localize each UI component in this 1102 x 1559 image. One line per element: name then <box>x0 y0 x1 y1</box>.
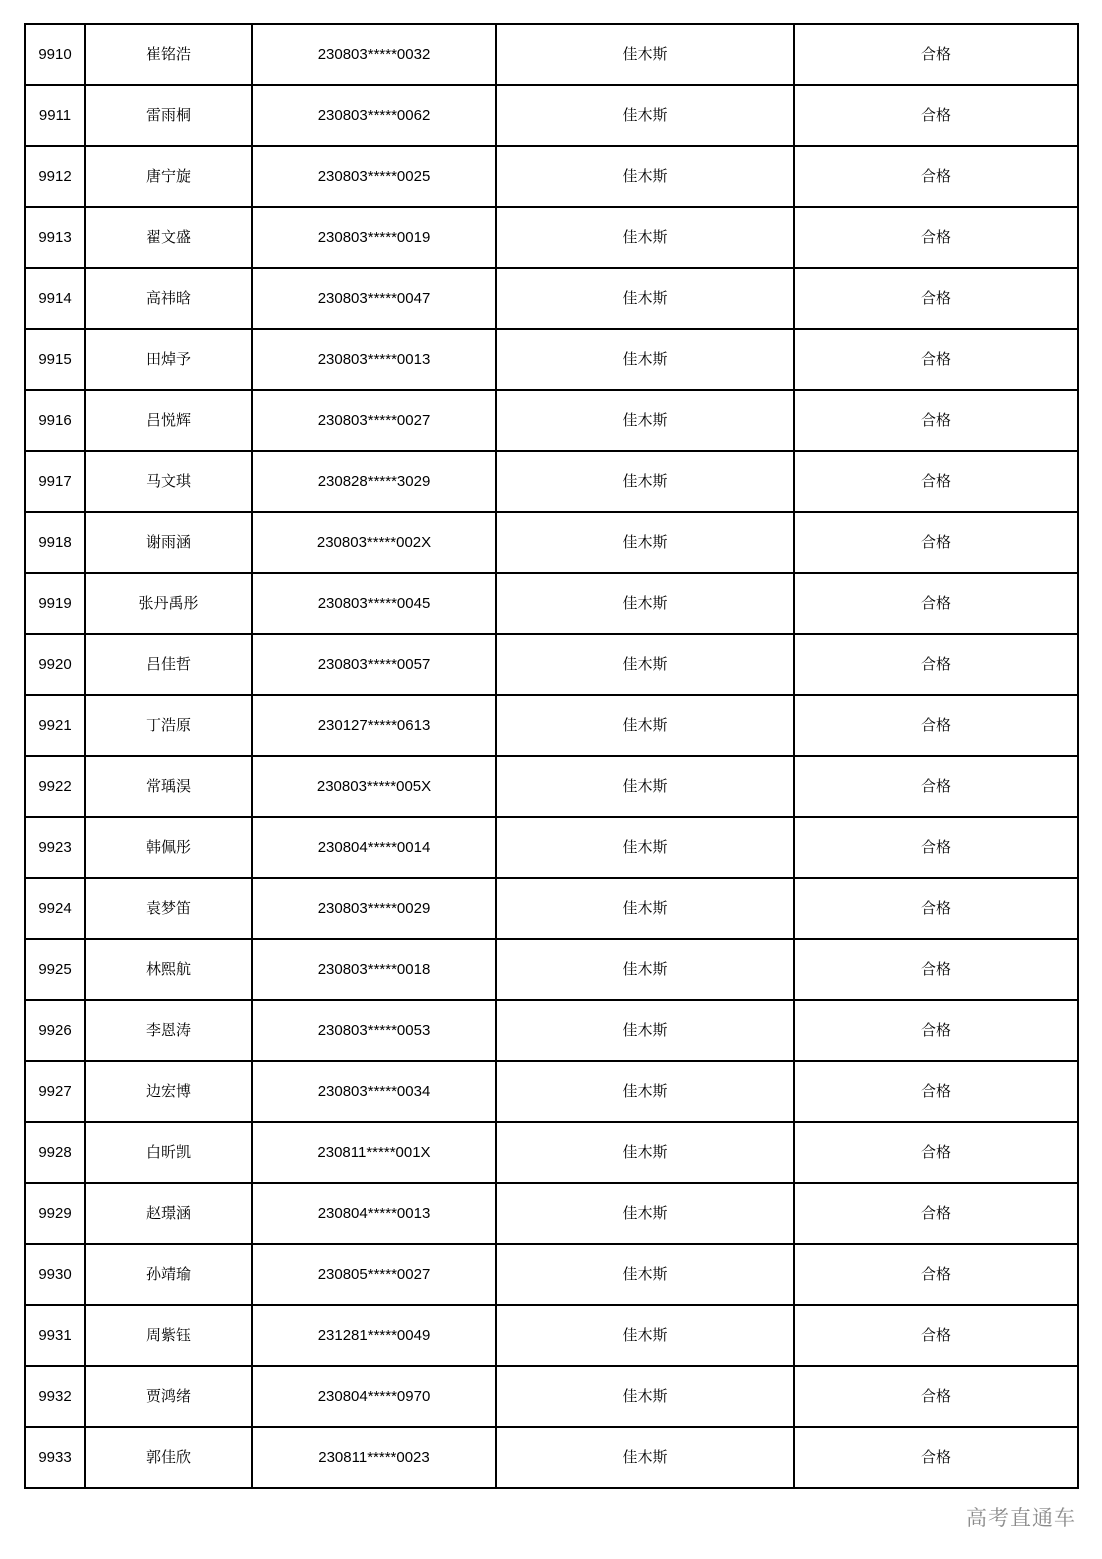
cell-number: 9931 <box>25 1305 85 1366</box>
table-row <box>25 24 1078 85</box>
table-row <box>25 756 1078 817</box>
cell-status: 合格 <box>794 1122 1078 1183</box>
table-row <box>25 878 1078 939</box>
table-row <box>25 1427 1078 1488</box>
cell-status: 合格 <box>794 451 1078 512</box>
cell-id-number: 230803*****0025 <box>252 146 496 207</box>
cell-name: 崔铭浩 <box>85 24 252 85</box>
cell-number: 9921 <box>25 695 85 756</box>
cell-id-number: 230804*****0014 <box>252 817 496 878</box>
cell-number: 9924 <box>25 878 85 939</box>
table-row <box>25 1183 1078 1244</box>
cell-status: 合格 <box>794 329 1078 390</box>
cell-name: 田焯予 <box>85 329 252 390</box>
cell-name: 林熙航 <box>85 939 252 1000</box>
cell-status: 合格 <box>794 512 1078 573</box>
cell-name: 雷雨桐 <box>85 85 252 146</box>
cell-name: 袁梦笛 <box>85 878 252 939</box>
table-row <box>25 512 1078 573</box>
cell-status: 合格 <box>794 756 1078 817</box>
cell-id-number: 230803*****005X <box>252 756 496 817</box>
cell-status: 合格 <box>794 939 1078 1000</box>
cell-city: 佳木斯 <box>496 1305 794 1366</box>
cell-number: 9915 <box>25 329 85 390</box>
cell-status: 合格 <box>794 1183 1078 1244</box>
cell-name: 赵璟涵 <box>85 1183 252 1244</box>
cell-city: 佳木斯 <box>496 390 794 451</box>
cell-id-number: 230811*****0023 <box>252 1427 496 1488</box>
cell-name: 白昕凯 <box>85 1122 252 1183</box>
cell-city: 佳木斯 <box>496 207 794 268</box>
cell-id-number: 230803*****0019 <box>252 207 496 268</box>
cell-city: 佳木斯 <box>496 451 794 512</box>
cell-city: 佳木斯 <box>496 1366 794 1427</box>
cell-city: 佳木斯 <box>496 878 794 939</box>
cell-number: 9925 <box>25 939 85 1000</box>
cell-name: 唐宁旋 <box>85 146 252 207</box>
cell-city: 佳木斯 <box>496 24 794 85</box>
cell-id-number: 231281*****0049 <box>252 1305 496 1366</box>
cell-name: 吕佳哲 <box>85 634 252 695</box>
cell-id-number: 230803*****0062 <box>252 85 496 146</box>
cell-number: 9923 <box>25 817 85 878</box>
cell-city: 佳木斯 <box>496 329 794 390</box>
cell-number: 9918 <box>25 512 85 573</box>
cell-id-number: 230127*****0613 <box>252 695 496 756</box>
cell-city: 佳木斯 <box>496 939 794 1000</box>
cell-name: 张丹禹彤 <box>85 573 252 634</box>
cell-status: 合格 <box>794 634 1078 695</box>
cell-status: 合格 <box>794 878 1078 939</box>
cell-city: 佳木斯 <box>496 573 794 634</box>
cell-name: 谢雨涵 <box>85 512 252 573</box>
table-row <box>25 207 1078 268</box>
table-row <box>25 1122 1078 1183</box>
cell-id-number: 230828*****3029 <box>252 451 496 512</box>
cell-number: 9919 <box>25 573 85 634</box>
cell-city: 佳木斯 <box>496 1000 794 1061</box>
table-row <box>25 695 1078 756</box>
cell-id-number: 230803*****0013 <box>252 329 496 390</box>
table-row <box>25 329 1078 390</box>
cell-id-number: 230805*****0027 <box>252 1244 496 1305</box>
cell-id-number: 230803*****0029 <box>252 878 496 939</box>
table-row <box>25 939 1078 1000</box>
table-row <box>25 1061 1078 1122</box>
cell-name: 翟文盛 <box>85 207 252 268</box>
cell-id-number: 230803*****0057 <box>252 634 496 695</box>
cell-status: 合格 <box>794 146 1078 207</box>
cell-status: 合格 <box>794 1305 1078 1366</box>
cell-number: 9933 <box>25 1427 85 1488</box>
cell-name: 周紫钰 <box>85 1305 252 1366</box>
cell-number: 9910 <box>25 24 85 85</box>
cell-id-number: 230803*****0053 <box>252 1000 496 1061</box>
cell-city: 佳木斯 <box>496 1061 794 1122</box>
cell-status: 合格 <box>794 1000 1078 1061</box>
cell-status: 合格 <box>794 85 1078 146</box>
table-row <box>25 1244 1078 1305</box>
cell-number: 9926 <box>25 1000 85 1061</box>
cell-status: 合格 <box>794 1427 1078 1488</box>
cell-status: 合格 <box>794 1244 1078 1305</box>
cell-status: 合格 <box>794 207 1078 268</box>
table-row <box>25 1305 1078 1366</box>
cell-number: 9913 <box>25 207 85 268</box>
cell-name: 边宏博 <box>85 1061 252 1122</box>
cell-number: 9927 <box>25 1061 85 1122</box>
cell-id-number: 230803*****002X <box>252 512 496 573</box>
cell-status: 合格 <box>794 1366 1078 1427</box>
cell-status: 合格 <box>794 695 1078 756</box>
cell-name: 李恩涛 <box>85 1000 252 1061</box>
cell-id-number: 230804*****0970 <box>252 1366 496 1427</box>
cell-id-number: 230803*****0032 <box>252 24 496 85</box>
cell-city: 佳木斯 <box>496 1427 794 1488</box>
table-row <box>25 451 1078 512</box>
cell-id-number: 230804*****0013 <box>252 1183 496 1244</box>
cell-city: 佳木斯 <box>496 1122 794 1183</box>
cell-name: 马文琪 <box>85 451 252 512</box>
cell-number: 9916 <box>25 390 85 451</box>
table-row <box>25 573 1078 634</box>
results-table-body <box>25 24 1078 1488</box>
cell-number: 9917 <box>25 451 85 512</box>
table-row <box>25 146 1078 207</box>
table-row <box>25 634 1078 695</box>
cell-city: 佳木斯 <box>496 1244 794 1305</box>
table-row <box>25 85 1078 146</box>
cell-city: 佳木斯 <box>496 817 794 878</box>
cell-id-number: 230803*****0018 <box>252 939 496 1000</box>
cell-status: 合格 <box>794 1061 1078 1122</box>
table-row <box>25 817 1078 878</box>
cell-number: 9932 <box>25 1366 85 1427</box>
cell-city: 佳木斯 <box>496 634 794 695</box>
cell-number: 9920 <box>25 634 85 695</box>
watermark: 高考直通车 <box>966 1506 1076 1530</box>
table-row <box>25 390 1078 451</box>
cell-city: 佳木斯 <box>496 146 794 207</box>
cell-name: 丁浩原 <box>85 695 252 756</box>
cell-city: 佳木斯 <box>496 268 794 329</box>
table-row <box>25 268 1078 329</box>
cell-city: 佳木斯 <box>496 1183 794 1244</box>
cell-id-number: 230803*****0027 <box>252 390 496 451</box>
cell-name: 郭佳欣 <box>85 1427 252 1488</box>
cell-number: 9928 <box>25 1122 85 1183</box>
cell-number: 9912 <box>25 146 85 207</box>
cell-id-number: 230803*****0047 <box>252 268 496 329</box>
cell-status: 合格 <box>794 24 1078 85</box>
cell-city: 佳木斯 <box>496 695 794 756</box>
cell-name: 孙靖瑜 <box>85 1244 252 1305</box>
cell-number: 9930 <box>25 1244 85 1305</box>
results-table <box>24 23 1079 1489</box>
cell-status: 合格 <box>794 573 1078 634</box>
cell-id-number: 230811*****001X <box>252 1122 496 1183</box>
cell-status: 合格 <box>794 817 1078 878</box>
table-row <box>25 1000 1078 1061</box>
cell-number: 9911 <box>25 85 85 146</box>
cell-name: 贾鸿绪 <box>85 1366 252 1427</box>
cell-city: 佳木斯 <box>496 512 794 573</box>
cell-name: 韩佩彤 <box>85 817 252 878</box>
table-row <box>25 1366 1078 1427</box>
cell-name: 吕悦辉 <box>85 390 252 451</box>
cell-name: 高祎晗 <box>85 268 252 329</box>
cell-name: 常瑀淏 <box>85 756 252 817</box>
cell-city: 佳木斯 <box>496 756 794 817</box>
cell-number: 9914 <box>25 268 85 329</box>
cell-number: 9929 <box>25 1183 85 1244</box>
cell-city: 佳木斯 <box>496 85 794 146</box>
cell-number: 9922 <box>25 756 85 817</box>
cell-id-number: 230803*****0034 <box>252 1061 496 1122</box>
cell-status: 合格 <box>794 390 1078 451</box>
cell-status: 合格 <box>794 268 1078 329</box>
cell-id-number: 230803*****0045 <box>252 573 496 634</box>
